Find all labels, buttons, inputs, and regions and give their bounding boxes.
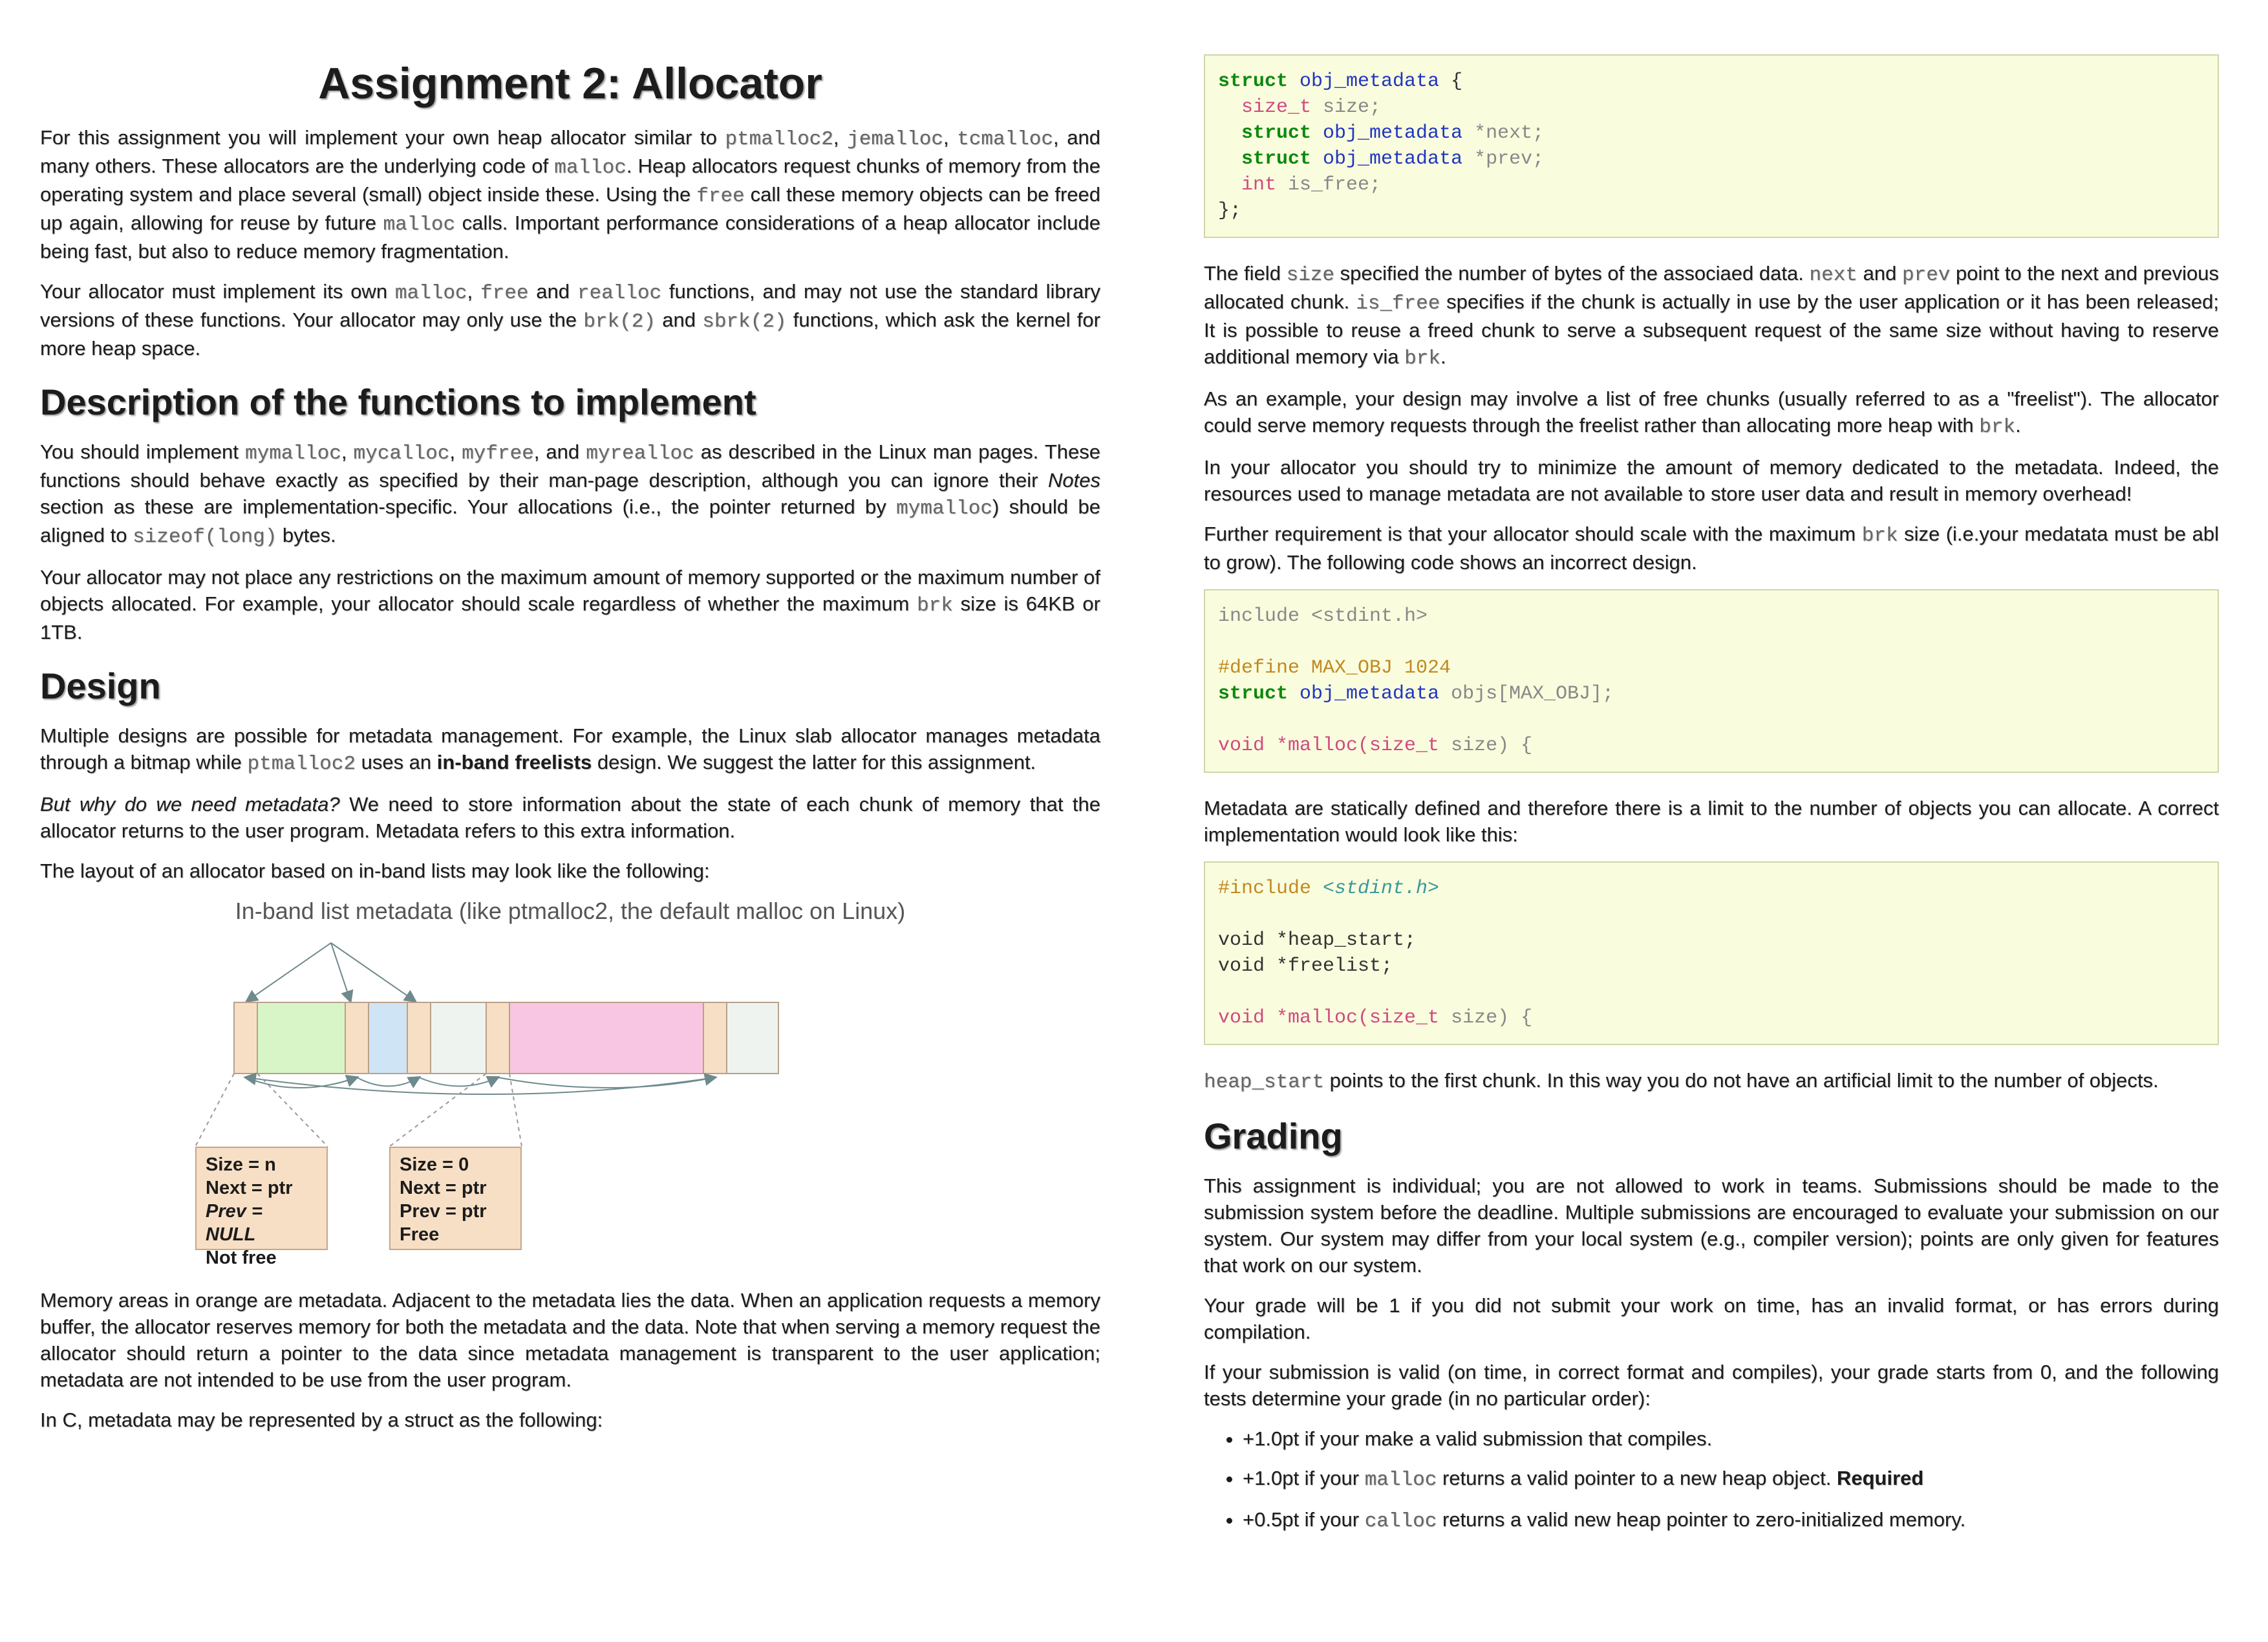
right-column (1204, 54, 2219, 1548)
connector-1a (195, 1074, 234, 1147)
link-arc-2 (357, 1077, 419, 1086)
field-paragraph: The field size specified the number of bytes of the associaed data. next and prev point to the next and previous allocated chunk. is_free specifies if the chunk is actually in use by the user application or it has been released; It is possible to reuse a freed chunk to serve a subsequent request of the same size without having to reserve additional memory via brk. (1204, 262, 2220, 370)
meta-block-5 (703, 1002, 727, 1074)
static-paragraph: Metadata are statically defined and therefore there is a limit to the number of objects you can allocate. A correct implementation would look like this: (1204, 797, 2219, 846)
data-block-5 (727, 1002, 778, 1074)
example-paragraph: As an example, your design may involve a list of free chunks (usually referred to as a "freelist"). The allocator could serve memory requests through the freelist rather than allocating more heap with brk. (1204, 387, 2219, 438)
connector-2b (509, 1074, 522, 1147)
list-item: • +0.5pt if your calloc returns a valid new heap pointer to zero-initialized memory. (1243, 1506, 2219, 1535)
meta-block-1 (234, 1002, 257, 1074)
code-block-incorrect: include <stdint.h> #define MAX_OBJ 1024 struct obj_metadata objs[MAX_OBJ]; void *malloc(size_t size) { (1204, 589, 2219, 773)
grading-paragraph: This assignment is individual; you are not allowed to work in teams. Submissions should be made to the submission system before the deadline. Multiple submissions are encouraged to evaluate your submission on our system. Our system may differ from your local system (e.g., compiler version); points are only given for features that work on our system. (1204, 1174, 2219, 1277)
memory-paragraph: Memory areas in orange are metadata. Adjacent to the metadata lies the data. When an application requests a memory buffer, the allocator reserves memory for both the metadata and the data. Note that when serving a memory request the allocator should return a pointer to the data since metadata management is transparent to the user application; metadata are not intended to be use from the user program. (40, 1289, 1100, 1391)
arrow-2 (331, 943, 350, 1001)
link-arc-3 (419, 1077, 498, 1086)
data-block-2 (369, 1002, 407, 1074)
metadata-box-free (389, 1147, 522, 1250)
code-block-correct: #include <stdint.h> void *heap_start; void *freelist; void *malloc(size_t size) { (1204, 861, 2219, 1045)
why-paragraph: But why do we need metadata? We need to store information about the state of each chunk of memory that the allocator returns to the user program. Metadata refers to this extra information. (40, 793, 1100, 842)
meta-block-2 (345, 1002, 369, 1074)
box2-prev: Prev = ptr (400, 1201, 487, 1222)
restrictions-paragraph: Your allocator may not place any restrictions on the maximum amount of memory supported or the maximum number of objects allocated. For example, your allocator should scale regardless of whether the maximum brk size is 64KB or 1TB. (40, 566, 1100, 643)
data-block-3 (431, 1002, 486, 1074)
design-paragraph: Multiple designs are possible for metadata management. For example, the Linux slab allocator manages metadata through a bitmap while ptmalloc2 uses an in-band freelists design. We suggest the latter for this assignment. (40, 724, 1100, 775)
further-paragraph: Further requirement is that your allocator should scale with the maximum brk size (i.e.your medatata must be abl to grow). The following code shows an incorrect design. (1204, 523, 2219, 574)
struct-intro-paragraph: In C, metadata may be represented by a struct as the following: (40, 1409, 603, 1431)
design-heading: Design (40, 665, 161, 706)
arrow-1 (247, 943, 331, 1001)
data-block-4 (509, 1002, 703, 1074)
left-column (40, 45, 1100, 1447)
box2-size: Size = 0 (400, 1154, 469, 1175)
page-title: Assignment 2: Allocator (318, 59, 822, 108)
link-arc-5 (246, 1077, 715, 1094)
box2-status: Free (400, 1224, 440, 1245)
diagram-title: In-band list metadata (like ptmalloc2, the default malloc on Linux) (235, 898, 906, 924)
grading-list (1204, 1425, 2219, 1535)
implement-paragraph: Your allocator must implement its own malloc, free and realloc functions, and may not use the standard library versions of these functions. Your allocator may only use the brk(2) and sbrk(2) functions, which ask the kernel for more heap space. (40, 280, 1101, 360)
heapstart-paragraph: heap_start points to the first chunk. In this way you do not have an artificial limit to the number of objects. (1204, 1069, 2159, 1094)
data-block-1 (257, 1002, 345, 1074)
box1-prev: Prev = NULL (206, 1201, 262, 1245)
functions-paragraph: You should implement mymalloc, mycalloc, myfree, and myrealloc as described in the Linux man pages. These functions should behave exactly as specified by their man-page description, although you can ignore their Notes section as these are implementation-specific. Your allocations (i.e., the pointer returned by mymalloc) should be aligned to sizeof(long) bytes. (40, 440, 1100, 548)
code-block-struct: struct obj_metadata { size_t size; struct obj_metadata *next; struct obj_metadata *prev; int is_free; }; (1204, 54, 2219, 238)
metadata-box-used (195, 1147, 328, 1268)
box1-next: Next = ptr (206, 1178, 293, 1198)
grade2-paragraph: If your submission is valid (on time, in correct format and compiles), your grade starts from 0, and the following tests determine your grade (in no particular order): (1204, 1361, 2219, 1410)
inband-diagram (40, 898, 1100, 1273)
arrow-3 (331, 943, 415, 1001)
box1-status: Not free (206, 1248, 277, 1268)
layout-paragraph: The layout of an allocator based on in-band lists may look like the following: (40, 859, 710, 882)
list-item: • +1.0pt if your make a valid submission that compiles. (1243, 1425, 2219, 1452)
functions-heading: Description of the functions to implement (40, 382, 756, 422)
list-item: • +1.0pt if your malloc returns a valid pointer to a new heap object. Required (1243, 1465, 2219, 1493)
intro-paragraph: For this assignment you will implement your own heap allocator similar to ptmalloc2, jemalloc, tcmalloc, and many others. These allocators are the underlying code of malloc. Heap allocators request chunks of memory from the operating system and place several (small) object inside these. Using the free call these memory objects can be freed up again, allowing for reuse by future malloc calls. Important performance considerations of a heap allocator include being fast, but also to reduce memory fragmentation. (40, 126, 1101, 263)
grading-heading: Grading (1204, 1116, 1343, 1156)
grade1-paragraph: Your grade will be 1 if you did not submit your work on time, has an invalid format, or has errors during compilation. (1204, 1294, 2219, 1343)
box2-next: Next = ptr (400, 1178, 487, 1198)
minimize-paragraph: In your allocator you should try to minimize the amount of memory dedicated to the metadata. Indeed, the resources used to manage metadata are not available to store user data and result in memory overhead! (1204, 456, 2219, 505)
box1-size: Size = n (206, 1154, 276, 1175)
meta-block-4 (486, 1002, 509, 1074)
meta-block-3 (407, 1002, 431, 1074)
